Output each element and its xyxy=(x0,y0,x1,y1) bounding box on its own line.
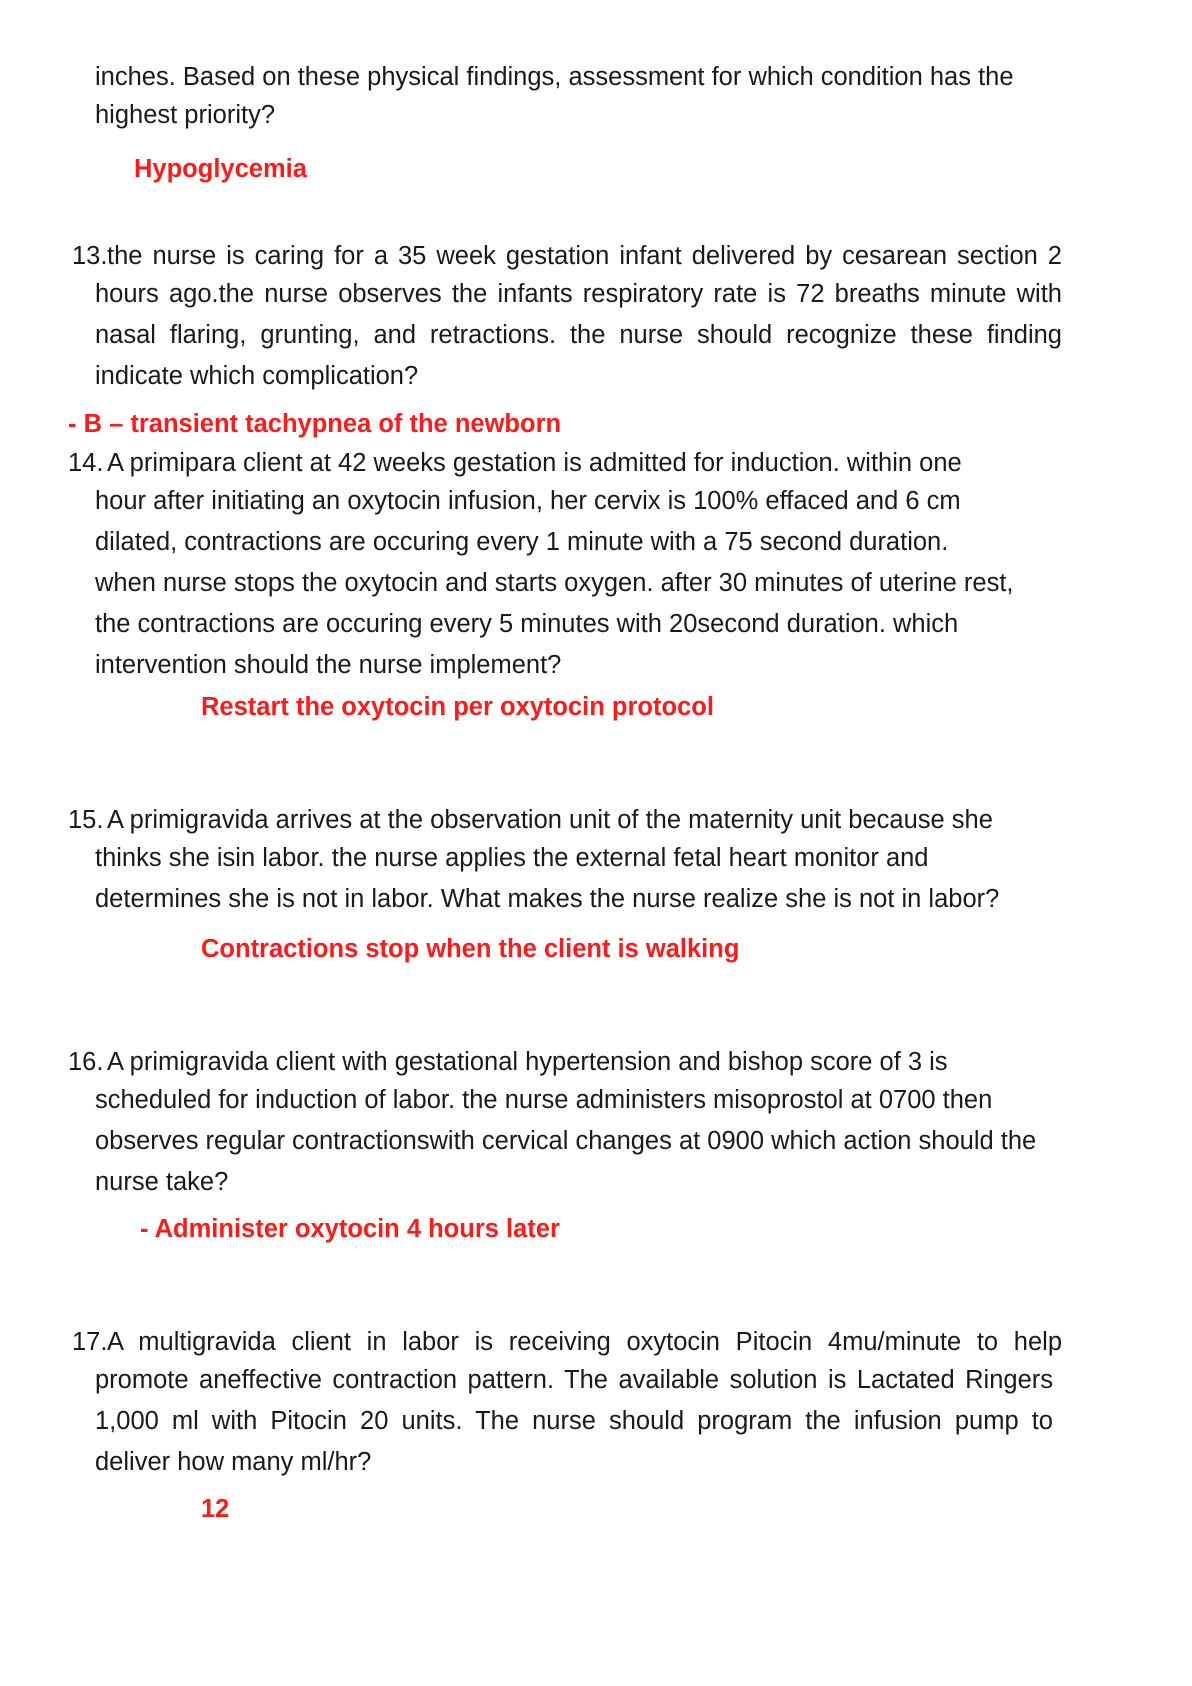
question-13-cont xyxy=(95,274,1062,397)
q16-answer: - Administer oxytocin 4 hours later xyxy=(140,1215,560,1243)
question-line: nasal flaring, grunting, and retractions. the nurse should recognize these finding xyxy=(95,321,1062,349)
question-line: determines she is not in labor. What makes the nurse realize she is not in labor? xyxy=(95,885,1000,913)
q12-answer: Hypoglycemia xyxy=(134,155,307,183)
question-number: 17. xyxy=(72,1328,108,1356)
q15-answer: Contractions stop when the client is walking xyxy=(201,935,740,963)
question-line: scheduled for induction of labor. the nurse administers misoprostol at 0700 then xyxy=(95,1086,993,1114)
question-line: A primigravida client with gestational hypertension and bishop score of 3 is xyxy=(107,1048,948,1076)
question-line: intervention should the nurse implement? xyxy=(95,651,562,679)
question-line: hours ago.the nurse observes the infants respiratory rate is 72 breaths minute with xyxy=(95,280,1062,308)
question-16-cont xyxy=(95,1080,1062,1203)
question-line: promote aneffective contraction pattern. The available solution is Lactated Ringers xyxy=(95,1366,1053,1394)
question-17-cont xyxy=(95,1360,1053,1483)
question-line: A primipara client at 42 weeks gestation is admitted for induction. within one xyxy=(107,449,962,477)
question-line: nurse take? xyxy=(95,1168,229,1196)
question-line: A primigravida arrives at the observation unit of the maternity unit because she xyxy=(107,806,993,834)
q14-answer: Restart the oxytocin per oxytocin protocol xyxy=(201,693,714,721)
question-14-number: 14. xyxy=(68,449,104,477)
question-line: when nurse stops the oxytocin and starts oxygen. after 30 minutes of uterine rest, xyxy=(95,569,1014,597)
question-line: 1,000 ml with Pitocin 20 units. The nurse should program the infusion pump to xyxy=(95,1407,1053,1435)
question-line: deliver how many ml/hr? xyxy=(95,1448,372,1476)
question-line: hour after initiating an oxytocin infusion, her cervix is 100% effaced and 6 cm xyxy=(95,487,961,515)
question-line: the contractions are occuring every 5 minutes with 20second duration. which xyxy=(95,610,959,638)
question-15-number: 15. xyxy=(68,806,104,834)
question-line: A multigravida client in labor is receiving oxytocin Pitocin 4mu/minute to help xyxy=(107,1328,1062,1356)
question-14-cont xyxy=(95,481,1062,686)
q13-answer: - B – transient tachypnea of the newborn xyxy=(68,410,562,438)
question-line: observes regular contractionswith cervical changes at 0900 which action should the xyxy=(95,1127,1037,1155)
question-16-number: 16. xyxy=(68,1048,104,1076)
question-line: dilated, contractions are occuring every 1 minute with a 75 second duration. xyxy=(95,528,949,556)
q12-line-1: inches. Based on these physical findings, assessment for which condition has the xyxy=(95,63,1014,91)
question-line: thinks she isin labor. the nurse applies the external fetal heart monitor and xyxy=(95,844,929,872)
question-number: 13. xyxy=(72,242,108,270)
question-line: the nurse is caring for a 35 week gestation infant delivered by cesarean section 2 xyxy=(107,242,1062,270)
q17-answer: 12 xyxy=(201,1495,230,1523)
question-15-cont xyxy=(95,838,1062,920)
question-line: indicate which complication? xyxy=(95,362,419,390)
q12-line-2: highest priority? xyxy=(95,101,276,129)
